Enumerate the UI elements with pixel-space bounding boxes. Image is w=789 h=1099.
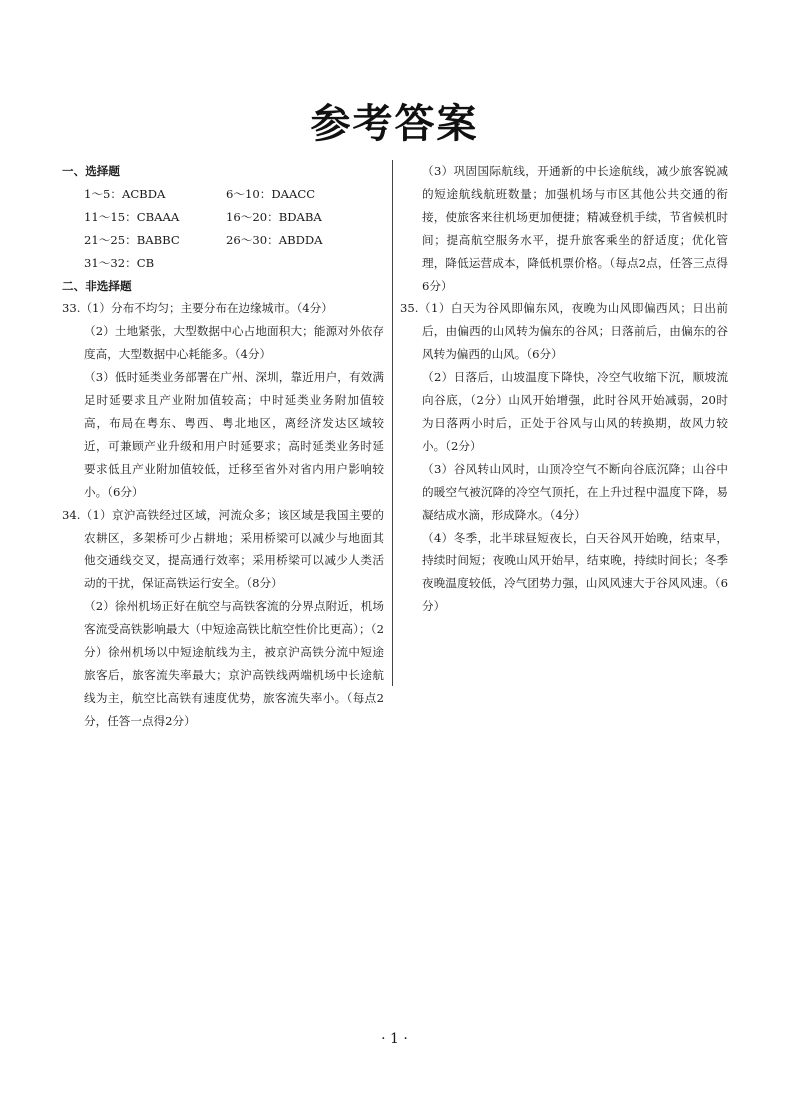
- right-column: [400, 160, 728, 618]
- answer-row: [62, 252, 384, 275]
- left-column: [62, 160, 384, 733]
- answer-group: 31～32：CB: [84, 255, 155, 270]
- answer-group: 1～5：ACBDA: [84, 186, 166, 201]
- q33-part1: 33.（1）分布不均匀；主要分布在边缘城市。（4分）: [62, 301, 333, 316]
- q35-part1: 35.（1）白天为谷风即偏东风，夜晚为山风即偏西风；日出前后，由偏西的山风转为偏东的谷风；日落前后，由偏东的谷风转为偏西的山风。（6分）: [400, 301, 728, 362]
- answer-group: 16～20：BDABA: [226, 209, 322, 224]
- page-title: 参考答案: [310, 101, 479, 147]
- page-number: · 1 ·: [381, 1031, 408, 1047]
- q35-part2: （2）日落后，山坡温度下降快，冷空气收缩下沉，顺坡流向谷底，（2分）山风开始增强，此时谷风开始减弱，20时为日落两小时后，正处于谷风与山风的转换期，故风力较小。（2分）: [422, 370, 728, 453]
- section-heading-non-choice: 二、非选择题: [62, 278, 132, 293]
- answer-group: 26～30：ABDDA: [226, 232, 323, 247]
- q33-part2: （2）土地紧张，大型数据中心占地面积大；能源对外依存度高，大型数据中心耗能多。（4分）: [84, 324, 384, 362]
- q34-part2: （2）徐州机场正好在航空与高铁客流的分界点附近，机场客流受高铁影响最大（中短途高铁比航空性价比更高）；（2分）徐州机场以中短途航线为主，被京沪高铁分流中短途旅客后，旅客流失率最大；京沪高铁线两端机场中长途航线为主，航空比高铁有速度优势，旅客流失率小。（每点2分，任答一点得2分）: [84, 599, 384, 728]
- answer-row: [62, 229, 384, 252]
- column-divider: [392, 160, 393, 686]
- q34-part1: 34.（1）京沪高铁经过区域，河流众多；该区域是我国主要的农耕区，多架桥可少占耕地；采用桥梁可以减少与地面其他交通线交叉，提高通行效率；采用桥梁可以减少人类活动的干扰，保证高铁运行安全。（8分）: [62, 507, 384, 591]
- answer-group: 6～10：DAACC: [226, 186, 316, 201]
- answer-group: [226, 252, 368, 275]
- answer-row: [62, 206, 384, 229]
- q34-part3: （3）巩固国际航线，开通新的中长途航线，减少旅客锐减的短途航线航班数量；加强机场与市区其他公共交通的衔接，使旅客来往机场更加便捷；精减登机手续，节省候机时间；提高航空服务水平，提升旅客乘坐的舒适度；优化管理，降低运营成本，降低机票价格。（每点2点，任答三点得6分）: [422, 164, 728, 293]
- answer-group: 21～25：BABBC: [84, 232, 180, 247]
- q33-part3: （3）低时延类业务部署在广州、深圳，靠近用户，有效满足时延要求且产业附加值较高；中时延类业务附加值较高，布局在粤东、粤西、粤北地区，离经济发达区域较近，可兼顾产业升级和用户时延要求；高时延类业务时延要求低且产业附加值较低，迁移至省外对省内用户影响较小。（6分）: [84, 370, 384, 499]
- answer-row: [62, 183, 384, 206]
- section-heading-choice: 一、选择题: [62, 164, 120, 178]
- answer-group: 11～15：CBAAA: [84, 209, 180, 224]
- q35-part3: （3）谷风转山风时，山顶冷空气不断向谷底沉降；山谷中的暖空气被沉降的冷空气顶托，在上升过程中温度下降，易凝结成水滴，形成降水。（4分）: [422, 461, 728, 522]
- q35-part4: （4）冬季，北半球昼短夜长，白天谷风开始晚，结束早，持续时间短；夜晚山风开始早，结束晚，持续时间长；冬季夜晚温度较低，冷气团势力强，山风风速大于谷风风速。（6分）: [422, 530, 728, 614]
